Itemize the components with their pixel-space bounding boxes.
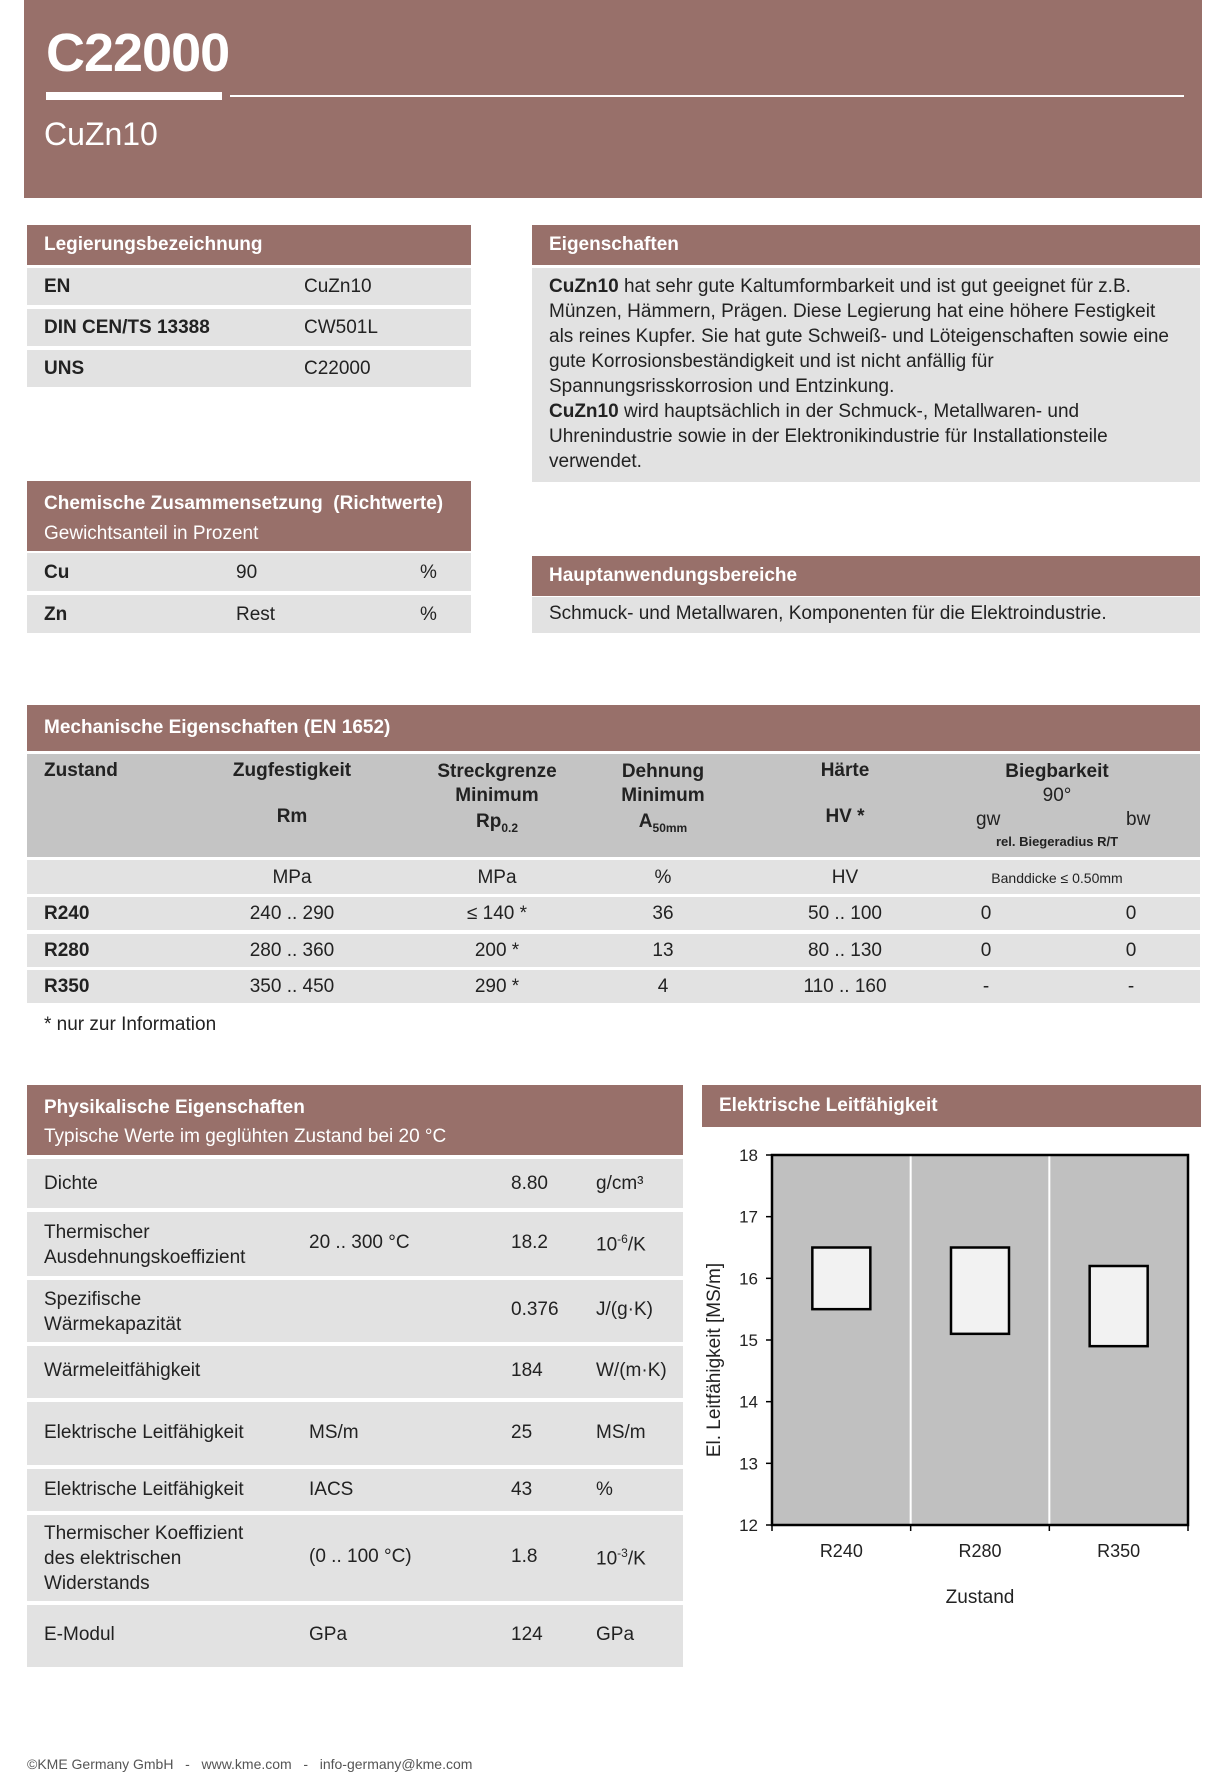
designation-heading: Legierungsbezeichnung xyxy=(27,225,471,265)
prop-value: 25 xyxy=(511,1422,533,1443)
range-box-r280 xyxy=(951,1248,1009,1334)
row-dehn: 4 xyxy=(657,976,669,997)
element-symbol: Cu xyxy=(44,562,70,583)
designation-label: DIN CEN/TS 13388 xyxy=(44,317,210,338)
footer: ©KME Germany GmbH - www.kme.com - info-germany@kme.com xyxy=(27,1756,473,1772)
physical-row xyxy=(27,1212,683,1276)
row-dehn: 13 xyxy=(652,940,674,961)
element-symbol: Zn xyxy=(44,604,68,625)
y-tick-label: 15 xyxy=(739,1331,758,1350)
row-zustand: R280 xyxy=(44,940,90,961)
row-streck: ≤ 140 * xyxy=(466,903,528,924)
row-dehn: 36 xyxy=(652,903,674,924)
element-unit: % xyxy=(420,562,437,583)
col-streckgrenze: Streckgrenze Minimum $Rp_{0.2}$ xyxy=(437,761,557,835)
mechanical-row xyxy=(27,897,1200,930)
prop-unit: GPa xyxy=(596,1624,635,1645)
designation-row xyxy=(27,309,471,346)
prop-unit: J/(g·K) xyxy=(596,1299,653,1320)
y-tick-label: 14 xyxy=(739,1392,758,1412)
y-axis-label: El. Leitfähigkeit [MS/m] xyxy=(704,1262,725,1458)
physical-subheading: Typische Werte im geglühten Zustand bei 20 °C xyxy=(44,1126,447,1147)
prop-value: 1.8 xyxy=(511,1546,538,1567)
unit-dehn: % xyxy=(654,867,672,888)
physical-row xyxy=(27,1280,683,1342)
prop-condition: 20 .. 300 °C xyxy=(309,1232,410,1253)
designation-value: CuZn10 xyxy=(304,276,372,297)
physical-row xyxy=(27,1515,683,1601)
physical-row xyxy=(27,1159,683,1208)
y-tick-label: 13 xyxy=(739,1454,758,1474)
col-dehnung: Dehnung Minimum $A_{50mm}$ xyxy=(621,761,705,835)
designation-row xyxy=(27,268,471,305)
row-gw: 0 xyxy=(980,903,992,924)
prop-value: 18.2 xyxy=(511,1232,548,1253)
y-tick-label: 17 xyxy=(739,1207,758,1227)
page-title: C22000 xyxy=(46,23,230,83)
row-gw: - xyxy=(982,976,990,997)
unit-streck: MPa xyxy=(477,867,517,888)
row-zustand: R350 xyxy=(44,976,90,997)
row-zug: 350 .. 450 xyxy=(249,976,335,997)
col-zustand: Zustand xyxy=(44,760,118,781)
applications-text: Schmuck- und Metallwaren, Komponenten für die Elektroindustrie. xyxy=(532,597,1200,633)
designation-label: UNS xyxy=(44,358,85,379)
range-box-r350 xyxy=(1090,1266,1148,1346)
designation-value: CW501L xyxy=(304,317,378,338)
prop-name: Elektrische Leitfähigkeit xyxy=(44,1422,244,1443)
prop-condition: GPa xyxy=(309,1624,348,1645)
footer-web[interactable]: www.kme.com xyxy=(201,1756,292,1772)
prop-name: Wärmeleitfähigkeit xyxy=(44,1360,201,1381)
prop-unit: W/(m·K) xyxy=(596,1360,667,1381)
chart-heading: Elektrische Leitfähigkeit xyxy=(702,1085,1201,1127)
prop-unit: $10^{-6}/K$ xyxy=(596,1232,646,1256)
col-gw: gw xyxy=(976,809,1001,830)
prop-condition: MS/m xyxy=(309,1422,359,1443)
properties-paragraph-1: CuZn10 hat sehr gute Kaltumformbarkeit und ist gut geeignet für z.B. Münzen, Hämmern, Prägen. Diese Legierung hat eine höhere Festigkeit als reines Kupfer. Sie hat gute Schweiß- und Löteigenschaften sowie eine gute Korrosionsbeständigkeit und ist nicht anfällig für Spannungsrisskorrosion und Entzinkung. xyxy=(549,276,1169,397)
footer-email[interactable]: info-germany@kme.com xyxy=(319,1756,473,1772)
prop-value: 8.80 xyxy=(511,1173,548,1194)
mechanical-row xyxy=(27,970,1200,1003)
page-subtitle: CuZn10 xyxy=(44,116,158,152)
y-tick-label: 12 xyxy=(739,1516,758,1535)
row-gw: 0 xyxy=(980,940,992,961)
mechanical-units-row xyxy=(27,860,1200,894)
x-tick-label: R240 xyxy=(819,1541,863,1561)
mechanical-heading: Mechanische Eigenschaften (EN 1652) xyxy=(27,705,1200,751)
prop-condition: (0 .. 100 °C) xyxy=(309,1546,412,1567)
title-underline xyxy=(46,92,222,100)
title-rule xyxy=(230,95,1184,97)
col-haerte: Härte HV * xyxy=(820,760,870,827)
x-tick-label: R280 xyxy=(958,1541,1002,1561)
footer-company: ©KME Germany GmbH xyxy=(27,1756,174,1772)
prop-name: Thermischer Ausdehnungskoeffizient xyxy=(44,1222,246,1268)
chart-svg xyxy=(702,1135,1202,1615)
physical-heading: Physikalische Eigenschaften xyxy=(44,1097,305,1118)
col-biegbarkeit: Biegbarkeit 90° xyxy=(1005,761,1109,806)
row-zustand: R240 xyxy=(44,903,90,924)
row-bw: 0 xyxy=(1125,903,1137,924)
prop-value: 124 xyxy=(511,1624,543,1645)
composition-heading: Chemische Zusammensetzung (Richtwerte) xyxy=(44,493,444,514)
prop-name: Thermischer Koeffizient des elektrischen Widerstands xyxy=(44,1523,244,1594)
applications-heading: Hauptanwendungsbereiche xyxy=(532,556,1200,596)
physical-row xyxy=(27,1605,683,1667)
designation-label: EN xyxy=(44,276,71,297)
row-streck: 200 * xyxy=(474,940,520,961)
mechanical-row xyxy=(27,934,1200,967)
prop-value: 43 xyxy=(511,1479,533,1500)
composition-row xyxy=(27,553,471,591)
bieg-note: rel. Biegeradius R/T xyxy=(995,834,1119,849)
physical-row xyxy=(27,1469,683,1511)
element-value: 90 xyxy=(236,562,258,583)
physical-row xyxy=(27,1346,683,1398)
prop-value: 184 xyxy=(511,1360,543,1381)
row-zug: 280 .. 360 xyxy=(249,940,335,961)
row-haerte: 110 .. 160 xyxy=(803,976,887,997)
row-haerte: 80 .. 130 xyxy=(808,940,882,961)
prop-name: E-Modul xyxy=(44,1624,115,1645)
row-streck: 290 * xyxy=(474,976,520,997)
conductivity-chart xyxy=(702,1135,1202,1615)
row-haerte: 50 .. 100 xyxy=(808,903,882,924)
designation-value: C22000 xyxy=(304,358,371,379)
element-unit: % xyxy=(420,604,437,625)
prop-name: Elektrische Leitfähigkeit xyxy=(44,1479,244,1500)
unit-haerte: HV xyxy=(831,867,859,888)
row-bw: - xyxy=(1127,976,1135,997)
mechanical-footnote: * nur zur Information xyxy=(44,1014,217,1035)
prop-unit: % xyxy=(596,1479,613,1500)
properties-text xyxy=(532,268,1200,482)
prop-name: Dichte xyxy=(44,1173,98,1194)
x-tick-label: R350 xyxy=(1097,1541,1141,1561)
mechanical-header-row xyxy=(27,754,1200,857)
y-tick-label: 16 xyxy=(739,1269,758,1289)
prop-value: 0.376 xyxy=(511,1299,559,1320)
col-bw: bw xyxy=(1126,809,1151,830)
unit-zug: MPa xyxy=(272,867,312,888)
range-box-r240 xyxy=(812,1248,870,1310)
row-bw: 0 xyxy=(1125,940,1137,961)
physical-row xyxy=(27,1402,683,1465)
prop-name: Spezifische Wärmekapazität xyxy=(44,1289,182,1335)
composition-subheading: Gewichtsanteil in Prozent xyxy=(44,523,259,544)
designation-row xyxy=(27,350,471,387)
prop-condition: IACS xyxy=(309,1479,354,1500)
prop-unit: MS/m xyxy=(596,1422,646,1443)
y-tick-label: 18 xyxy=(739,1146,758,1165)
composition-heading-block xyxy=(27,481,471,551)
prop-unit: g/cm³ xyxy=(596,1173,644,1194)
composition-row xyxy=(27,595,471,633)
properties-paragraph-2: CuZn10 wird hauptsächlich in der Schmuck-, Metallwaren- und Uhrenindustrie sowie in der Elektronikindustrie für Installationsteile verwendet. xyxy=(549,401,1108,472)
x-axis-label: Zustand xyxy=(945,1587,1015,1608)
properties-heading: Eigenschaften xyxy=(532,225,1200,265)
prop-unit: $10^{-3}/K$ xyxy=(596,1546,646,1570)
physical-heading-block xyxy=(27,1085,683,1155)
unit-bieg: Banddicke ≤ 0.50mm xyxy=(991,870,1123,886)
col-zugfestigkeit: Zugfestigkeit Rm xyxy=(232,760,352,827)
row-zug: 240 .. 290 xyxy=(249,903,335,924)
element-value: Rest xyxy=(236,604,276,625)
